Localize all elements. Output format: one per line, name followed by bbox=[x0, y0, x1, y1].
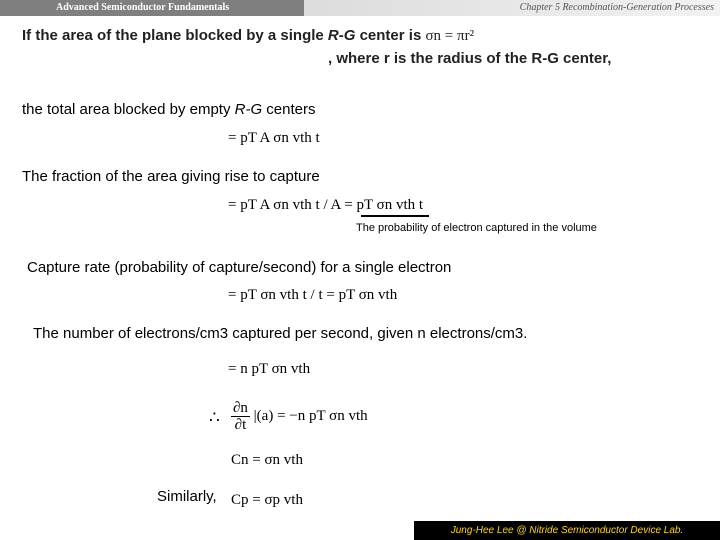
header-chapter-title: Chapter 5 Recombination-Generation Processes bbox=[304, 0, 720, 16]
fraction-equation: = pT A σn vth t / A = pT σn vth t bbox=[228, 197, 424, 213]
electrons-label: The number of electrons/cm3 captured per second, given n electrons/cm3. bbox=[33, 325, 528, 342]
therefore-symbol: ∴ bbox=[209, 408, 220, 427]
total-area-label-rg: R-G bbox=[234, 101, 263, 118]
capture-rate-label: Capture rate (probability of capture/second) for a single electron bbox=[27, 259, 452, 276]
total-area-label-prefix: the total area blocked by empty bbox=[22, 101, 235, 118]
intro-suffix: center is bbox=[355, 27, 426, 44]
cp-equation: Cp = σp vth bbox=[231, 492, 303, 508]
total-area-label bbox=[22, 101, 315, 118]
derivative-subscript: |(a) bbox=[253, 408, 274, 424]
derivative-equation bbox=[231, 400, 368, 433]
derivative-denominator: ∂t bbox=[234, 417, 247, 433]
capture-rate-equation: = pT σn vth t / t = pT σn vth bbox=[228, 287, 398, 303]
intro-prefix: If the area of the plane blocked by a single bbox=[22, 27, 328, 44]
cn-equation: Cn = σn vth bbox=[231, 452, 303, 468]
derivative-rhs: = −n pT σn vth bbox=[277, 408, 368, 424]
fraction-label: The fraction of the area giving rise to capture bbox=[22, 168, 320, 185]
total-area-equation: = pT A σn vth t bbox=[228, 130, 320, 146]
intro-rg: R-G bbox=[327, 27, 356, 44]
sigma-equation: σn = πr² bbox=[425, 28, 475, 44]
footer-credit: Jung-Hee Lee @ Nitride Semiconductor Device Lab. bbox=[414, 521, 720, 540]
probability-note: The probability of electron captured in the volume bbox=[356, 222, 597, 234]
intro-line-2: , where r is the radius of the R-G center, bbox=[328, 50, 612, 67]
intro-line-1 bbox=[22, 27, 474, 45]
derivative-numerator: ∂n bbox=[233, 400, 248, 416]
probability-underline bbox=[361, 215, 429, 217]
derivative-fraction bbox=[231, 400, 250, 433]
similarly-label: Similarly, bbox=[157, 488, 217, 505]
total-area-label-suffix: centers bbox=[262, 101, 316, 118]
electrons-equation: = n pT σn vth bbox=[228, 361, 311, 377]
header-course-title: Advanced Semiconductor Fundamentals bbox=[0, 0, 304, 16]
